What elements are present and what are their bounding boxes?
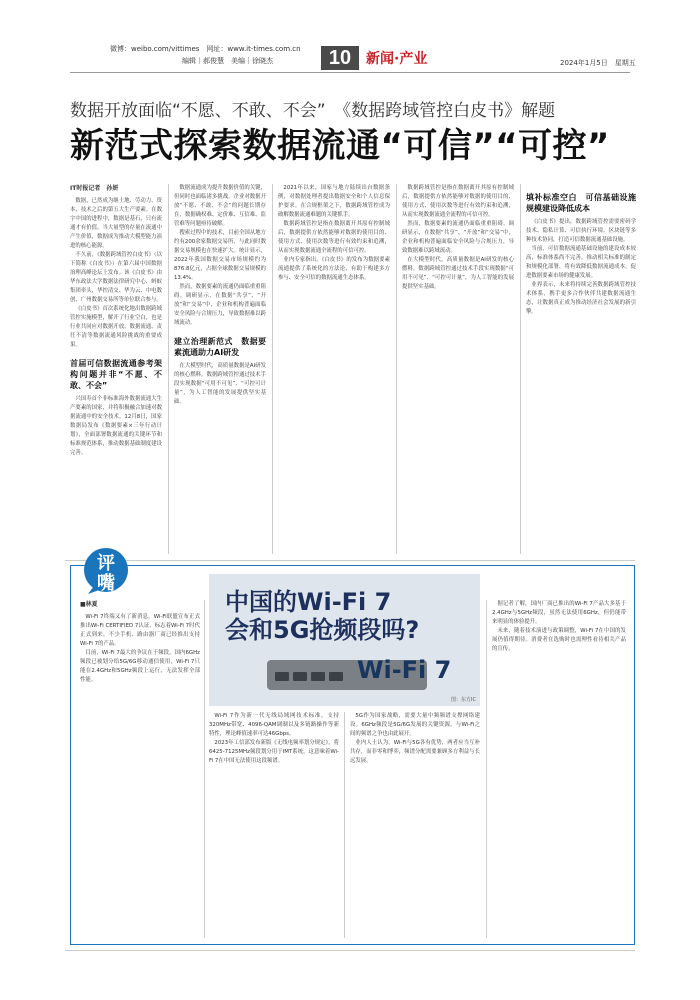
paragraph: 未来，随着技术演进与政策调整，Wi-Fi 7在中国的发展仍值得期待。消费者在选购时也需理性看待相关产品的宣传。 xyxy=(492,628,626,652)
paragraph: 数据流通成为提升数据价值的关键，但同时也面临诸多挑战。企业对数据开放“不愿、不敢、不会”的问题长期存在，数据确权难、定价难、互信难、监管难等问题亟待破解。 xyxy=(174,185,266,227)
wifi7-product-label: Wi-Fi 7 xyxy=(357,656,452,684)
paragraph: 在大模型时代，高质量数据是AI研发的核心燃料。数据跨域管控通过技术手段实现数据“可用不可见”、“可控可计量”，为人工智能的发展提供坚实基础。 xyxy=(402,257,514,290)
paragraph: Wi-Fi 7终端又有了新消息。Wi-Fi联盟宣布正式推出Wi-Fi CERTIFIED 7认证，标志着Wi-Fi 7时代正式到来。不少手机、路由器厂商已经推出支持Wi-Fi 7的产品。 xyxy=(80,614,200,647)
column-divider xyxy=(520,184,521,554)
photo-credit: 图：东方IC xyxy=(451,697,476,703)
paragraph: 然而，数据要素的流通仍面临重重阻碍。调研显示，在数据“共享”、“开放”和“交易”中，企业和机构普遍面临安全风险与合规压力，导致数据难以跨域流动。 xyxy=(174,284,266,326)
section-title: 新闻·产业 xyxy=(366,51,428,67)
article-kicker: 数据开放面临“不愿、不敢、不会” 《数据跨域管控白皮书》解题 xyxy=(70,101,556,121)
commentary-column-3 xyxy=(350,712,480,938)
photo-title: 中国的Wi-Fi 7 会和5G抢频段吗? xyxy=(225,588,420,644)
paragraph: 当前，可信数据流通基础设施的建设成本较高，标准体系尚不完善。推动相关标准的制定和规模化部署，将有效降低数据流通成本，促进数据要素市场的健康发展。 xyxy=(526,246,636,279)
page-number: 10 xyxy=(321,46,359,70)
sub-headline: 建立治理新范式 数据要素流通助力AI研发 xyxy=(174,337,266,357)
router-port xyxy=(311,672,325,681)
commentary-column-2 xyxy=(209,712,339,938)
paragraph: 兴国寿首个非标准海外数据流通大生产要素的国家，并将积极融合加速对数据流通中的安全技术。12月8日，国家数据局发布《数据要素×三年行动计划》，全面部署数据流通的关键环节和标准规范体系，推动数据基础制度建设完善。 xyxy=(70,396,162,456)
paragraph: 目前，Wi-Fi 7最大的争议在于频段。国内6GHz频段已被划分给5G/6G移动通信使用，Wi-Fi 7只能在2.4GHz和5GHz频段上运行，无法发挥全部性能。 xyxy=(80,650,200,683)
paragraph: 业内专家指出，《白皮书》的发布为数据要素流通提供了系统化的方法论，有助于构建多方参与、安全可信的数据流通生态体系。 xyxy=(278,257,390,281)
paragraph: Wi-Fi 7作为新一代无线局域网技术标准，支持320MHz带宽、4096-QAM调制以及多链路操作等新特性，理论峰值速率可达46Gbps。 xyxy=(209,713,339,737)
paragraph: 《白皮书》提出，数据跨域管控需要密码学技术、隐私计算、可信执行环境、区块链等多种技术协同，打造可信数据流通基础设施。 xyxy=(526,219,636,243)
reporter-byline: IT时报记者 孙妍 xyxy=(70,185,119,192)
masthead xyxy=(0,0,700,78)
paragraph: 2021年以来，国家与地方陆续出台数据条例，对数据处理者提出数据安全和个人信息保护要求。在合规框架之下，数据跨域管控成为破解数据流通难题的关键抓手。 xyxy=(278,185,390,218)
paragraph: 《白皮书》首次系统化地出数据跨域管控实施模型，解开了行业空白，也是行业共同应对数据开放、数据流通、责任不清等数据流通风险挑战的重要成果。 xyxy=(70,306,162,348)
page-bottom-rule xyxy=(65,950,635,951)
router-port xyxy=(329,672,343,681)
article-column-2 xyxy=(174,184,266,554)
paragraph: 业内人士认为，Wi-Fi与5G各有优势，两者应当互补共存，而非零和博弈，频谱分配需要兼顾多方利益与长远发展。 xyxy=(350,740,480,764)
article-column-4 xyxy=(402,184,514,554)
column-divider xyxy=(486,600,487,938)
feature-photo xyxy=(209,574,480,706)
sub-headline: 填补标准空白 可信基础设施规模建设降低成本 xyxy=(526,193,636,213)
column-divider xyxy=(396,184,397,554)
commentary-column-4 xyxy=(492,600,626,938)
article-column-5 xyxy=(526,184,636,554)
router-port xyxy=(275,672,289,681)
paragraph: 不久前，《数据跨域管控白皮书》（以下简称《白皮书》）在第六届中国数据治理高峰论坛上发布。该《白皮书》由华东政法大学数据法律研究中心、蚂蚁集团牵头，华控清交、华为云、中电数创、广州数据交易所等单位联合参与。 xyxy=(70,252,162,303)
column-divider xyxy=(168,184,169,554)
sub-headline: 首届可信数据流通参考架构问题并非“不愿、不敢、不会” xyxy=(70,359,162,390)
commentary-author: ■林夏 xyxy=(80,601,98,608)
paragraph: 业界表示，未来将持续完善数据跨域管控技术体系，携手更多合作伙伴共建数据流通生态，让数据真正成为推动经济社会发展的新引擎。 xyxy=(526,282,636,315)
paragraph: 据记者了解，国内厂商已推出的Wi-Fi 7产品大多基于2.4GHz与5GHz频段，虽然无法使用6GHz，但仍能带来明显的体验提升。 xyxy=(492,601,626,625)
paragraph: 2023年工信部发布新版《无线电频率划分规定》，将6425-7125MHz频段划分用于IMT系统，这意味着Wi-Fi 7在中国无法使用这段频谱。 xyxy=(209,740,339,764)
masthead-divider xyxy=(70,72,630,73)
masthead-contact: 微博：weibo.com/vittimes 网址：www.it-times.com.cn xyxy=(110,45,301,53)
paragraph: 数据跨域管控是指在数据离开其原有控制域后，数据提供方依然能够对数据的使用目的、使用方式、使用次数等进行有效约束和追溯，从而实现数据流通全流程的可信可控。 xyxy=(402,185,514,218)
article-headline: 新范式探索数据流通“可信”“可控” xyxy=(70,126,610,166)
publication-date: 2024年1月5日 星期五 xyxy=(560,59,636,67)
section-divider xyxy=(65,560,635,561)
article-column-1 xyxy=(70,184,162,554)
commentary-badge-label: 评 嘴 xyxy=(97,553,115,594)
paragraph: 然而，数据要素的流通仍面临重重阻碍。调研显示，在数据“共享”、“开放”和“交易”中，企业和机构普遍面临安全风险与合规压力，导致数据难以跨域流动。 xyxy=(402,221,514,254)
paragraph: 5G作为国家战略，需要大量中频频谱支撑网络建设。6GHz频段是5G/6G发展的关键资源，与Wi-Fi之间的频谱之争也由此展开。 xyxy=(350,713,480,737)
commentary-column-1 xyxy=(80,600,200,938)
column-divider xyxy=(272,184,273,554)
router-port xyxy=(293,672,307,681)
masthead-staff: 编辑｜郝俊慧 美编｜徐晓杰 xyxy=(182,57,273,65)
column-divider xyxy=(344,712,345,938)
paragraph: 搜索过程中的技术，目前全国从地方约有200余家数据交易所，与此同时数据交易规模也在快速扩大。统计显示，2022年我国数据交易市场规模约为876.8亿元，占据全球数据交易规模的13.4%。 xyxy=(174,230,266,281)
paragraph: 数据跨域管控是指在数据离开其原有控制域后，数据提供方依然能够对数据的使用目的、使用方式、使用次数等进行有效约束和追溯，从而实现数据流通全流程的可信可控。 xyxy=(278,221,390,254)
column-divider xyxy=(204,600,205,938)
paragraph: 数据，已然成为继土地、劳动力、资本、技术之后的第五大生产要素。在数字中国的进程中，数据是基石，只有流通才有价值。当大量型的存量在流通中产生价值，数据成为推动大模型能力演进的核心能源。 xyxy=(70,198,162,249)
paragraph: 在大模型时代，高质量数据是AI研发的核心燃料。数据跨域管控通过技术手段实现数据“可用不可见”、“可控可计量”，为人工智能的发展提供坚实基础。 xyxy=(174,363,266,405)
article-column-3 xyxy=(278,184,390,554)
